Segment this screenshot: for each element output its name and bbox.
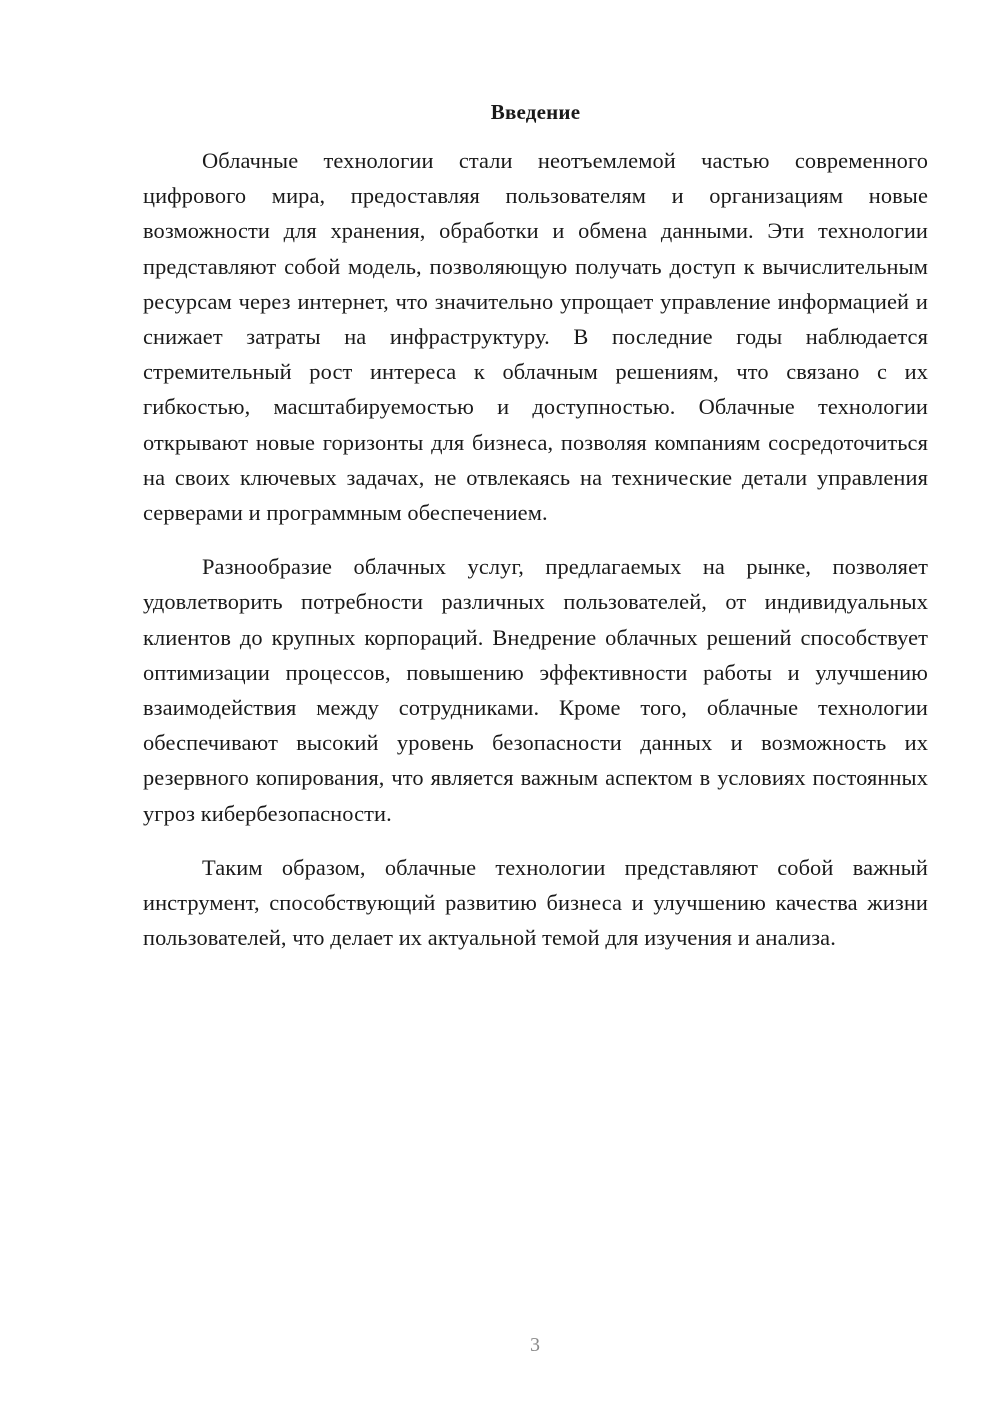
section-body bbox=[143, 143, 928, 974]
page-number: 3 bbox=[530, 1334, 540, 1356]
paragraph-2: Разнообразие облачных услуг, предлагаемых на рынке, позволяет удовлетворить потребности различных пользователей, от индивидуальных клиентов до крупных корпораций. Внедрение облачных решений способствует оптимизации процессов, повышению эффективности работы и улучшению взаимодействия между сотрудниками. Кроме того, облачные технологии обеспечивают высокий уровень безопасности данных и возможность их резервного копирования, что является важным аспектом в условиях постоянных угроз кибербезопасности. bbox=[143, 554, 928, 826]
section-title: Введение bbox=[490, 100, 581, 124]
paragraph-3: Таким образом, облачные технологии представляют собой важный инструмент, способствующий развитию бизнеса и улучшению качества жизни пользователей, что делает их актуальной темой для изучения и анализа. bbox=[143, 854, 928, 951]
paragraph-1: Облачные технологии стали неотъемлемой частью современного цифрового мира, предоставляя пользователям и организациям новые возможности для хранения, обработки и обмена данными. Эти технологии представляют собой модель, позволяющую получать доступ к вычислительным ресурсам через интернет, что значительно упрощает управление информацией и снижает затраты на инфраструктуру. В последние годы наблюдается стремительный рост интереса к облачным решениям, что связано с их гибкостью, масштабируемостью и доступностью. Облачные технологии открывают новые горизонты для бизнеса, позволяя компаниям сосредоточиться на своих ключевых задачах, не отвлекаясь на технические детали управления серверами и программным обеспечением. bbox=[143, 148, 928, 526]
